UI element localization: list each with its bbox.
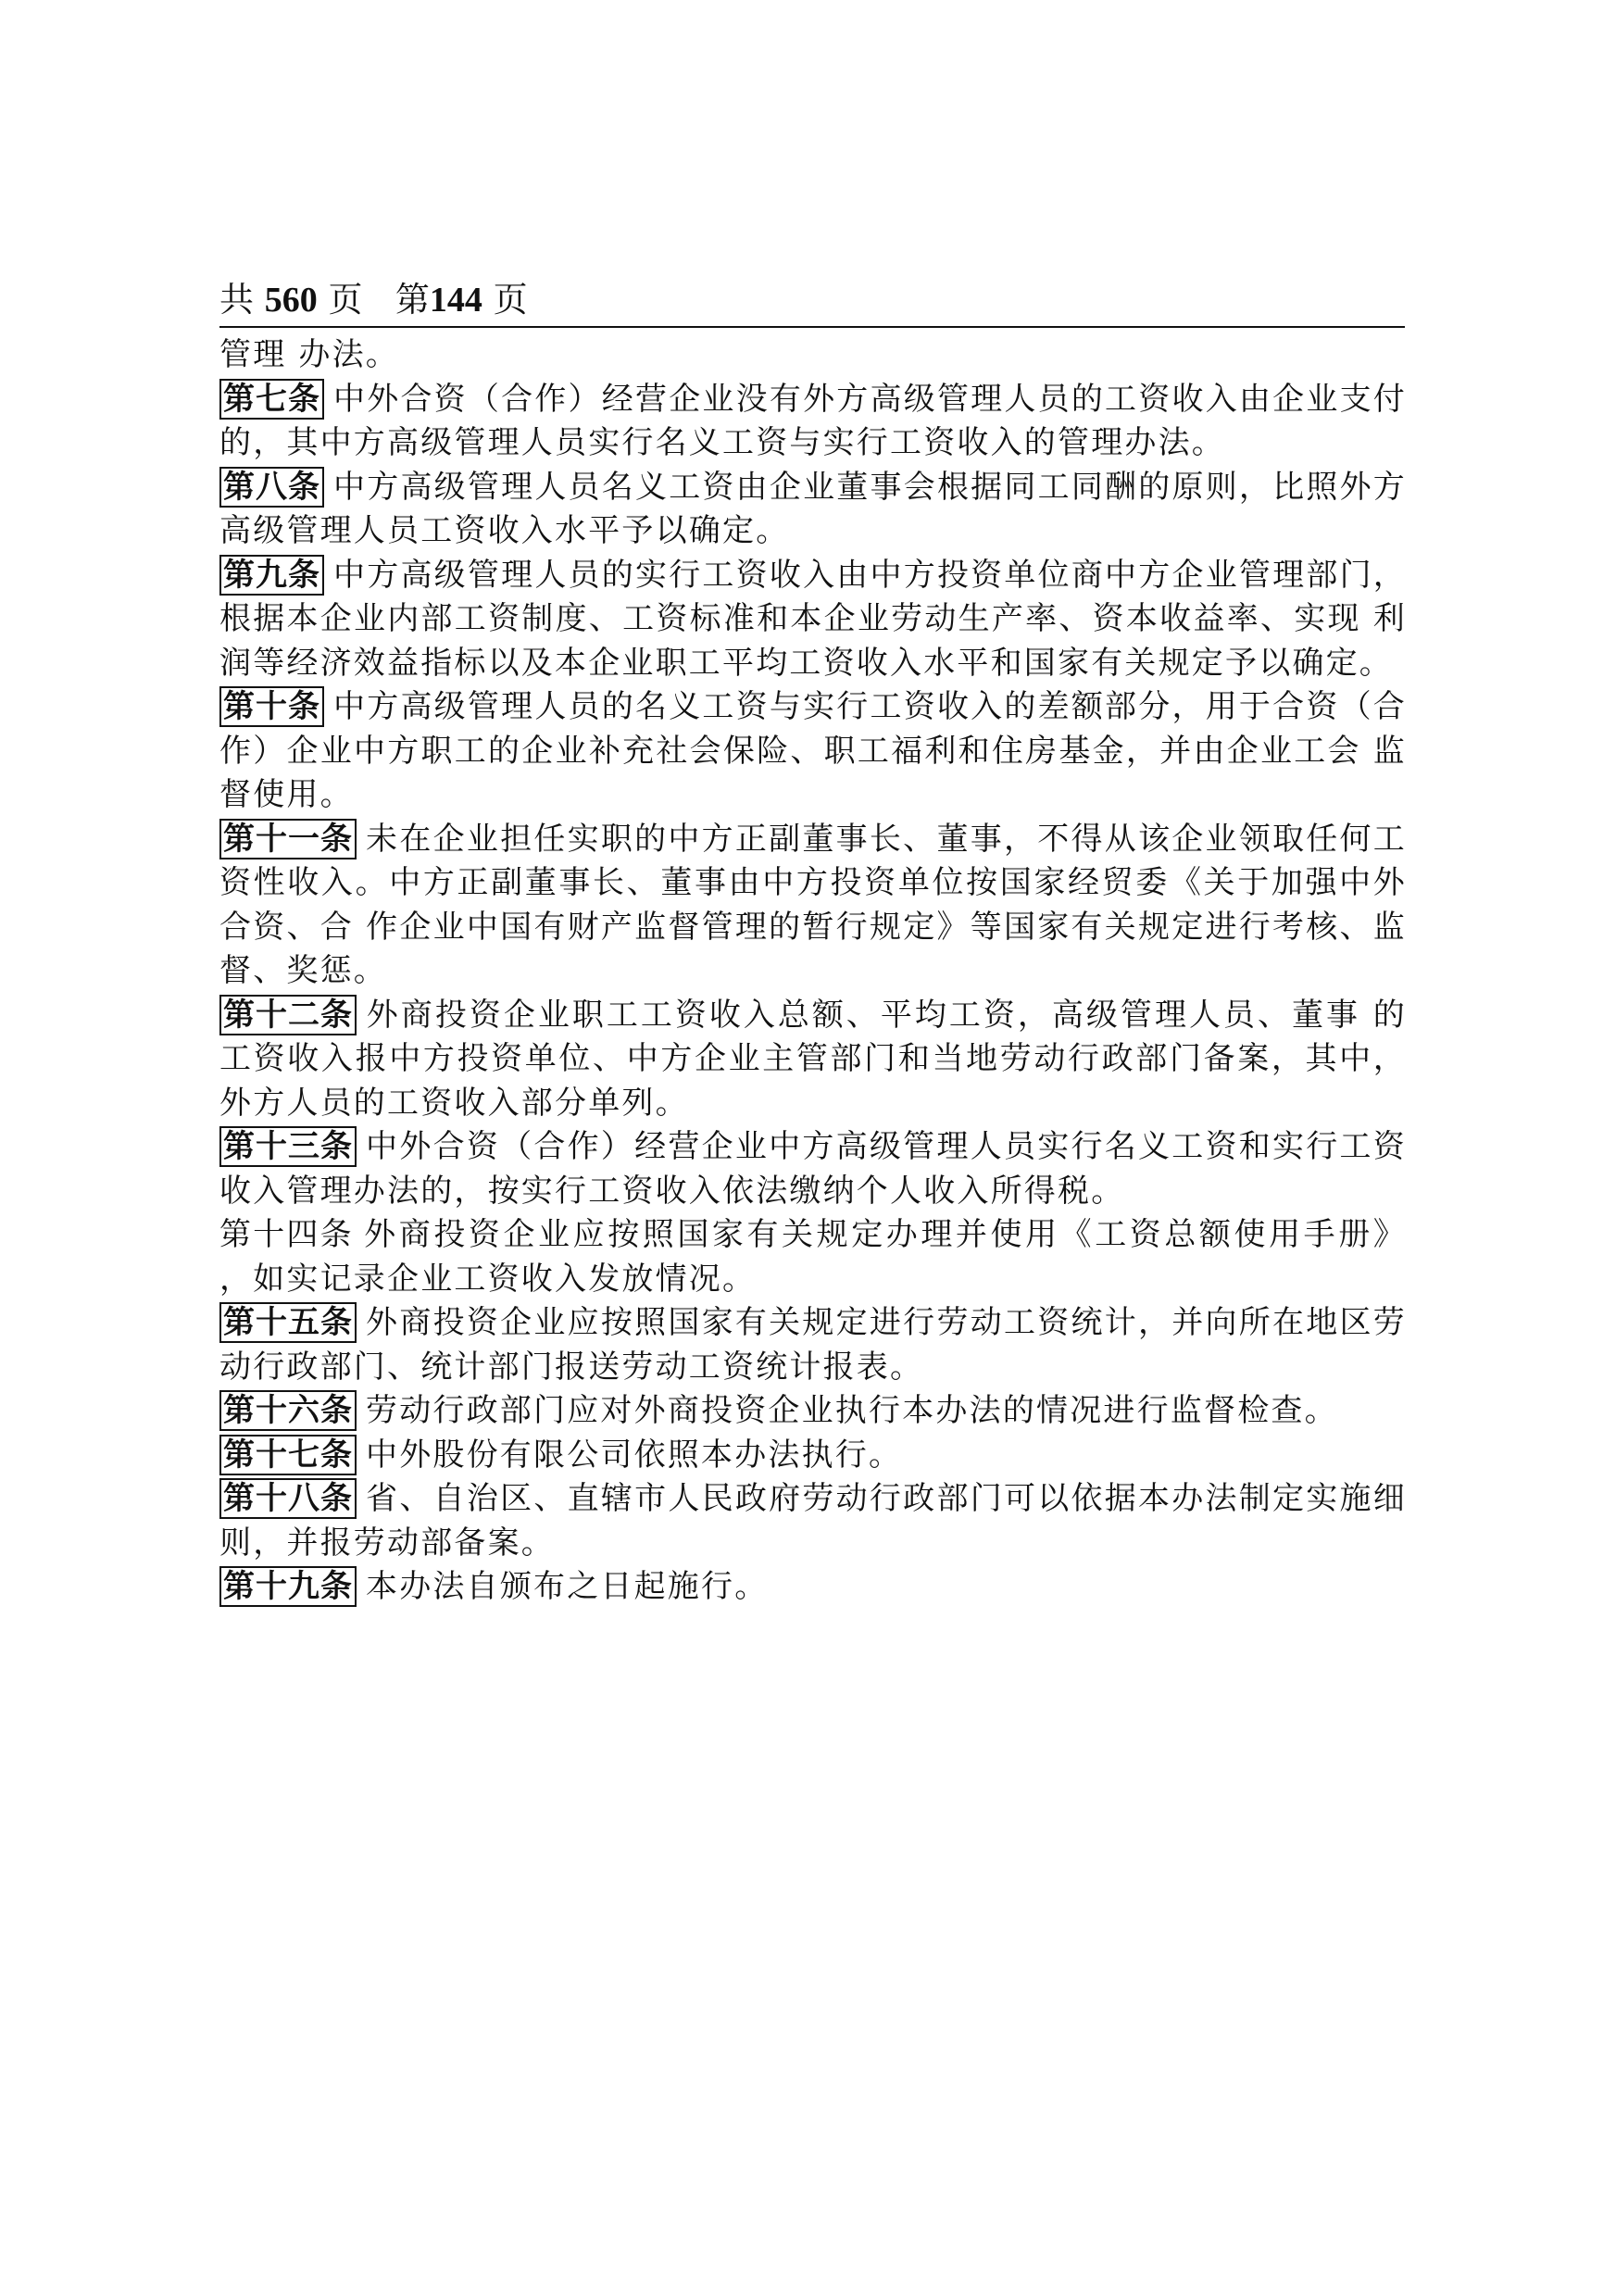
article-text: 中方高级管理人员的名义工资与实行工资收入的差额部分，用于合资（合作）企业中方职工的企业补充社会保险、职工福利和住房基金，并由企业工会 监督使用。	[219, 688, 1407, 813]
article-label: 第十二条	[219, 995, 357, 1035]
article-text: 中外股份有限公司依照本办法执行。	[366, 1436, 903, 1474]
total-prefix: 共	[219, 280, 254, 320]
page-header	[219, 276, 1405, 328]
article-16	[219, 1389, 1407, 1434]
article-label: 第十八条	[219, 1478, 357, 1519]
article-text: 中方高级管理人员名义工资由企业董事会根据同工同酬的原则，比照外方高级管理人员工资收入水平予以确定。	[219, 468, 1407, 549]
article-11	[219, 818, 1407, 994]
article-15	[219, 1301, 1407, 1389]
article-label: 第九条	[219, 555, 324, 596]
article-label: 第十三条	[219, 1126, 357, 1167]
total-pages: 560	[264, 281, 318, 320]
article-label: 第七条	[219, 379, 324, 420]
current-page: 144	[429, 281, 482, 320]
intro-line: 管理 办法。	[219, 336, 400, 373]
article-text: 外商投资企业应按照国家有关规定进行劳动工资统计，并向所在地区劳动行政部门、统计部门报送劳动工资统计报表。	[219, 1304, 1407, 1386]
article-label: 第八条	[219, 467, 324, 508]
article-text: 中外合资（合作）经营企业没有外方高级管理人员的工资收入由企业支付的，其中方高级管理人员实行名义工资与实行工资收入的管理办法。	[219, 380, 1407, 461]
article-18	[219, 1477, 1407, 1565]
article-text: 外商投资企业应按照国家有关规定办理并使用《工资总额使用手册》 ，如实记录企业工资收入发放情况。	[219, 1216, 1407, 1298]
article-text: 未在企业担任实职的中方正副董事长、董事，不得从该企业领取任何工资性收入。中方正副董事长、董事由中方投资单位按国家经贸委《关于加强中外合资、合 作企业中国有财产监督管理的暂行规定》等国家有关规定进行考核、监督、奖惩。	[219, 820, 1407, 989]
article-12	[219, 994, 1407, 1126]
article-label: 第十七条	[219, 1435, 357, 1475]
article-9	[219, 554, 1407, 686]
article-text: 省、自治区、直辖市人民政府劳动行政部门可以依据本办法制定实施细则，并报劳动部备案。	[219, 1480, 1407, 1562]
article-text: 中方高级管理人员的实行工资收入由中方投资单位商中方企业管理部门，根据本企业内部工资制度、工资标准和本企业劳动生产率、资本收益率、实现 利润等经济效益指标以及本企业职工平均工资收入水平和国家有关规定予以确定。	[219, 556, 1407, 682]
article-label: 第十九条	[219, 1566, 357, 1607]
article-text: 外商投资企业职工工资收入总额、平均工资，高级管理人员、董事 的工资收入报中方投资单位、中方企业主管部门和当地劳动行政部门备案，其中，外方人员的工资收入部分单列。	[219, 996, 1407, 1122]
article-7	[219, 378, 1407, 466]
article-19	[219, 1565, 1407, 1610]
article-14	[219, 1213, 1407, 1301]
article-label: 第十一条	[219, 819, 357, 859]
page-counter	[219, 280, 528, 320]
article-label: 第十五条	[219, 1302, 357, 1343]
article-label: 第十六条	[219, 1390, 357, 1431]
article-text: 本办法自颁布之日起施行。	[366, 1568, 769, 1605]
article-text: 劳动行政部门应对外商投资企业执行本办法的情况进行监督检查。	[366, 1392, 1338, 1429]
document-body	[219, 333, 1407, 1610]
total-suffix: 页	[328, 280, 363, 320]
article-10	[219, 685, 1407, 818]
article-label: 第十条	[219, 686, 324, 727]
article-13	[219, 1125, 1407, 1213]
article-text: 中外合资（合作）经营企业中方高级管理人员实行名义工资和实行工资收入管理办法的，按实行工资收入依法缴纳个人收入所得税。	[219, 1128, 1407, 1210]
current-prefix: 第	[395, 280, 430, 320]
article-label: 第十四条	[219, 1216, 354, 1253]
current-suffix: 页	[493, 280, 528, 320]
article-17	[219, 1434, 1407, 1478]
article-8	[219, 466, 1407, 554]
